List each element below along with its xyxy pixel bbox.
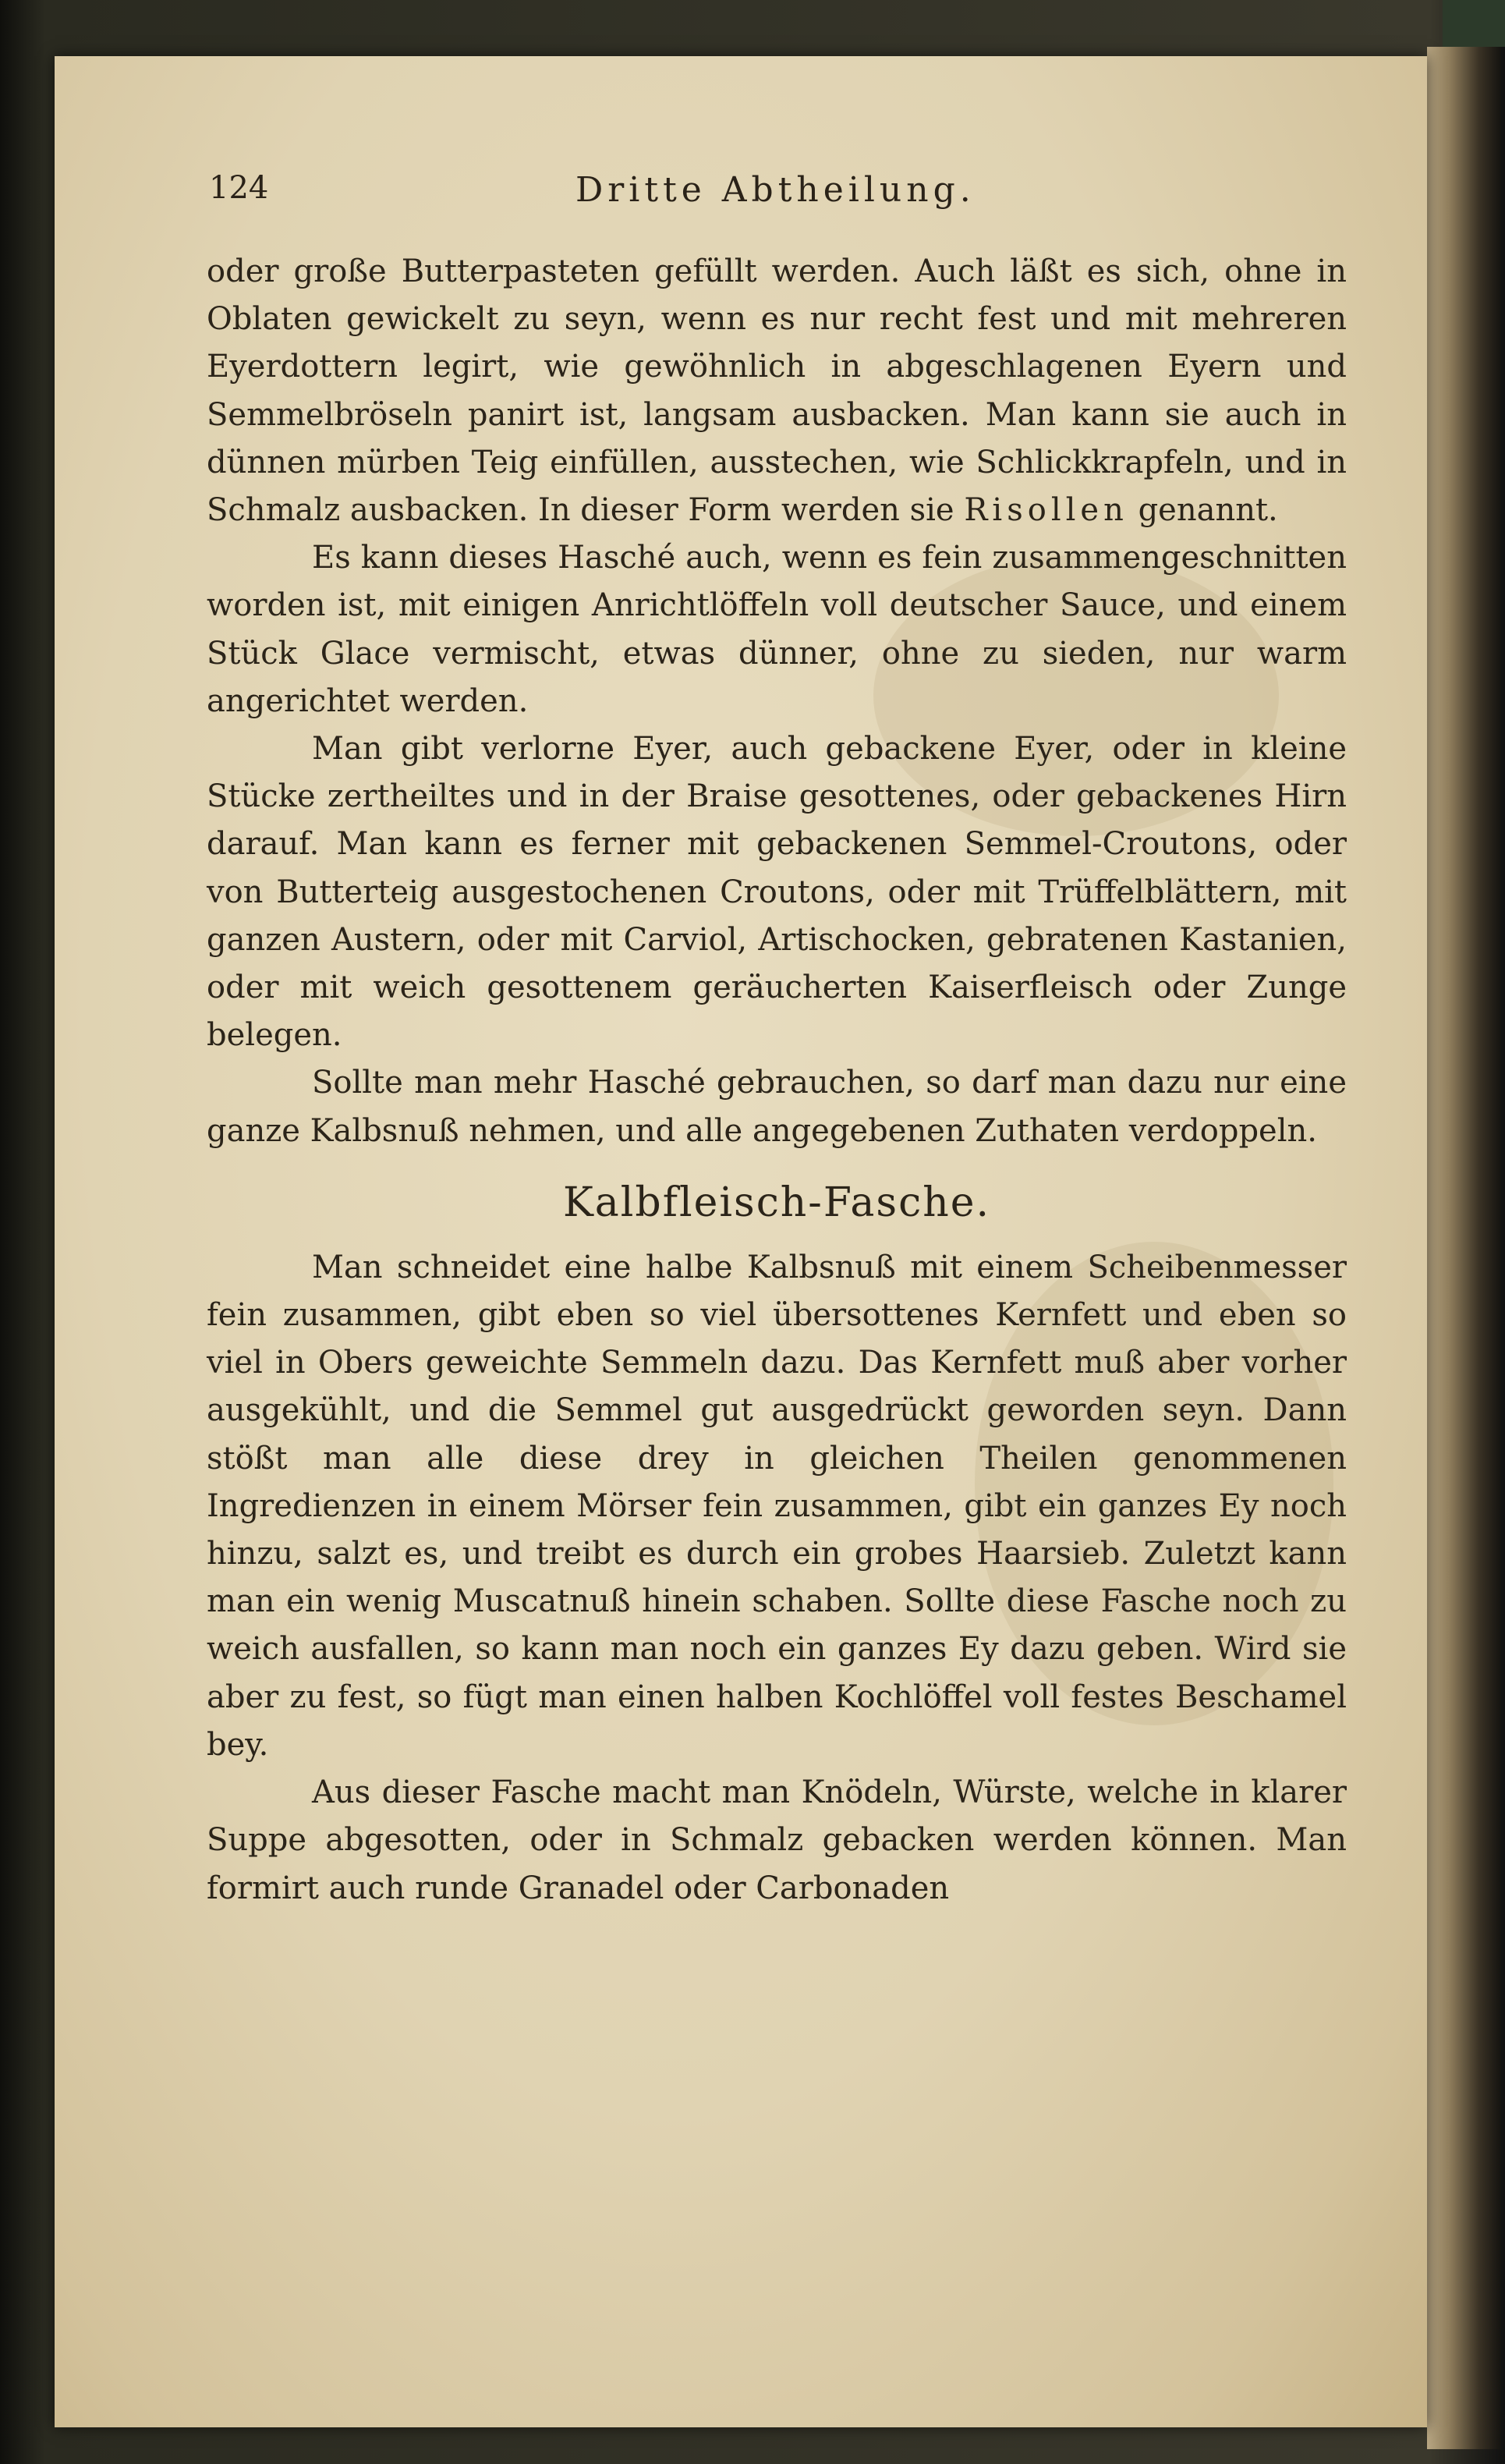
- paragraph: Aus dieser Fasche macht man Knödeln, Würste, welche in klarer Suppe abgesotten, oder in Schmalz gebacken werden können. Man formirt auch runde Granadel oder Carbonaden: [207, 1774, 1347, 1906]
- paragraph: Man gibt verlorne Eyer, auch gebackene Eyer, oder in kleine Stücke zertheiltes und in der Braise gesottenes, oder gebackenes Hirn darauf. Man kann es ferner mit gebackenen Semmel-Croutons, oder von Butterteig ausgestochenen Croutons, oder mit Trüffelblättern, mit ganzen Austern, oder mit Carviol, Artischocken, gebratenen Kastanien, oder mit weich gesottenem geräucherten Kaiserfleisch oder Zunge belegen.: [207, 731, 1347, 1054]
- section-heading: Kalbfleisch-Fasche.: [562, 1179, 991, 1226]
- paragraph: Man schneidet eine halbe Kalbsnuß mit einem Scheibenmesser fein zusammen, gibt eben so viel übersottenes Kernfett und eben so viel in Obers geweichte Semmeln dazu. Das Kernfett muß aber vorher ausgekühlt, und die Semmel gut ausgedrückt geworden seyn. Dann stößt man alle diese drey in gleichen Theilen genommenen Ingredienzen in einem Mörser fein zusammen, gibt ein ganzes Ey noch hinzu, salzt es, und treibt es durch ein grobes Haarsieb. Zuletzt kann man ein wenig Muscatnuß hinein schaben. Sollte diese Fasche noch zu weich ausfallen, so kann man noch ein ganzes Ey dazu geben. Wird sie aber zu fest, so fügt man einen halben Kochlöffel voll festes Beschamel bey.: [207, 1249, 1347, 1763]
- emphasized-term: Risollen: [964, 492, 1128, 529]
- running-title: Dritte Abtheilung.: [575, 170, 976, 210]
- page-number: 124: [209, 170, 269, 206]
- page-text: [207, 248, 1347, 1913]
- paragraph: Sollte man mehr Hasché gebrauchen, so darf man dazu nur eine ganze Kalbsnuß nehmen, und alle angegebenen Zuthaten verdoppeln.: [207, 1065, 1347, 1149]
- paragraph: Es kann dieses Hasché auch, wenn es fein zusammengeschnitten worden ist, mit einigen Anrichtlöffeln voll deutscher Sauce, und einem Stück Glace vermischt, etwas dünner, ohne zu sieden, nur warm angerichtet werden.: [207, 540, 1347, 719]
- paragraph-continued: oder große Butterpasteten gefüllt werden. Auch läßt es sich, ohne in Oblaten gewickelt zu seyn, wenn es nur recht fest und mit mehreren Eyerdottern legirt, wie gewöhnlich in abgeschlagenen Eyern und Semmelbröseln panirt ist, langsam ausbacken. Man kann sie auch in dünnen mürben Teig einfüllen, ausstechen, wie Schlickkrapfeln, und in Schmalz ausbacken. In dieser Form werden sie Risollen genannt.: [207, 253, 1347, 529]
- book-spine: [1427, 47, 1501, 2449]
- running-header: [209, 170, 1301, 225]
- book-cover-edge: [1443, 0, 1505, 47]
